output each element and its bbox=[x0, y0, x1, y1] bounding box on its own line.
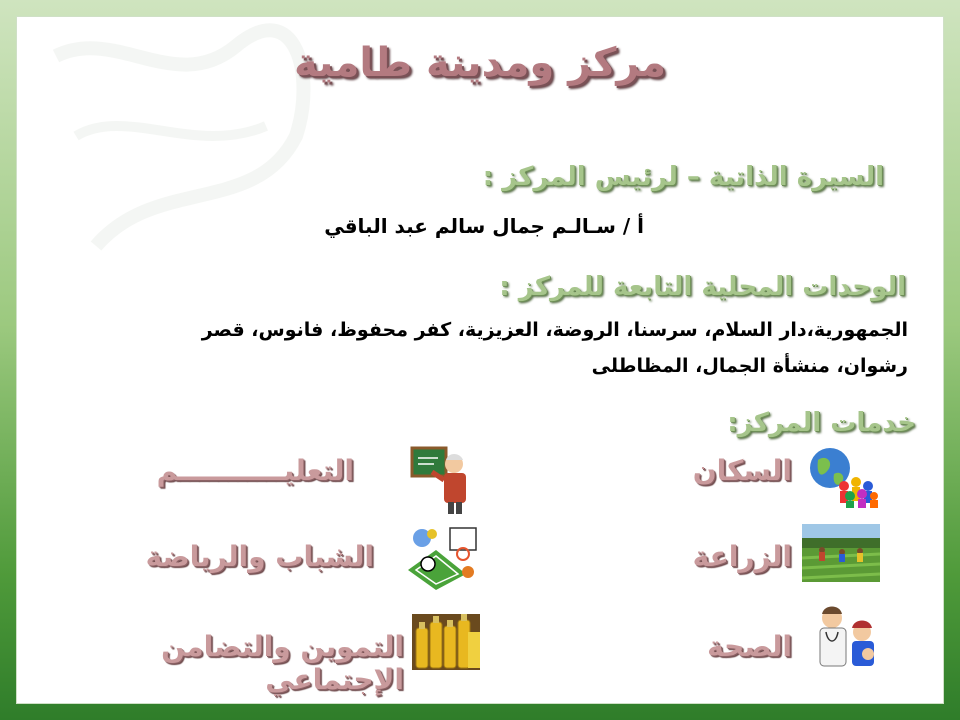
units-line-2: رشوان، منشأة الجمال، المظاطلى bbox=[591, 355, 908, 377]
units-line-1: الجمهورية،دار السلام، سرسنا، الروضة، العزيزية، كفر محفوظ، فانوس، قصر bbox=[201, 319, 908, 341]
center-head-name: أ / سـالـم جمال سالم عبد الباقي bbox=[324, 214, 644, 238]
teacher-icon bbox=[408, 442, 478, 516]
sports-icon bbox=[406, 524, 480, 590]
service-supply-social: التموين والتضامن الإجتماعي bbox=[161, 630, 404, 696]
page-title: مركز ومدينة طامية bbox=[293, 40, 667, 86]
farm-field-icon bbox=[802, 524, 880, 582]
service-population: السكان bbox=[692, 454, 792, 487]
units-heading: الوحدات المحلية التابعة للمركز : bbox=[499, 272, 906, 302]
service-education: التعليـــــــــــم bbox=[156, 454, 354, 487]
doctor-icon bbox=[812, 598, 882, 668]
globe-people-icon bbox=[808, 446, 880, 508]
service-agriculture: الزراعة bbox=[692, 540, 792, 573]
slide bbox=[16, 16, 944, 704]
services-heading: خدمات المركز: bbox=[727, 408, 916, 438]
cv-heading: السيرة الذاتية – لرئيس المركز : bbox=[482, 162, 884, 192]
service-health: الصحة bbox=[707, 630, 792, 663]
service-youth-sports: الشباب والرياضة bbox=[145, 540, 374, 573]
oil-bottles-icon bbox=[412, 614, 480, 670]
